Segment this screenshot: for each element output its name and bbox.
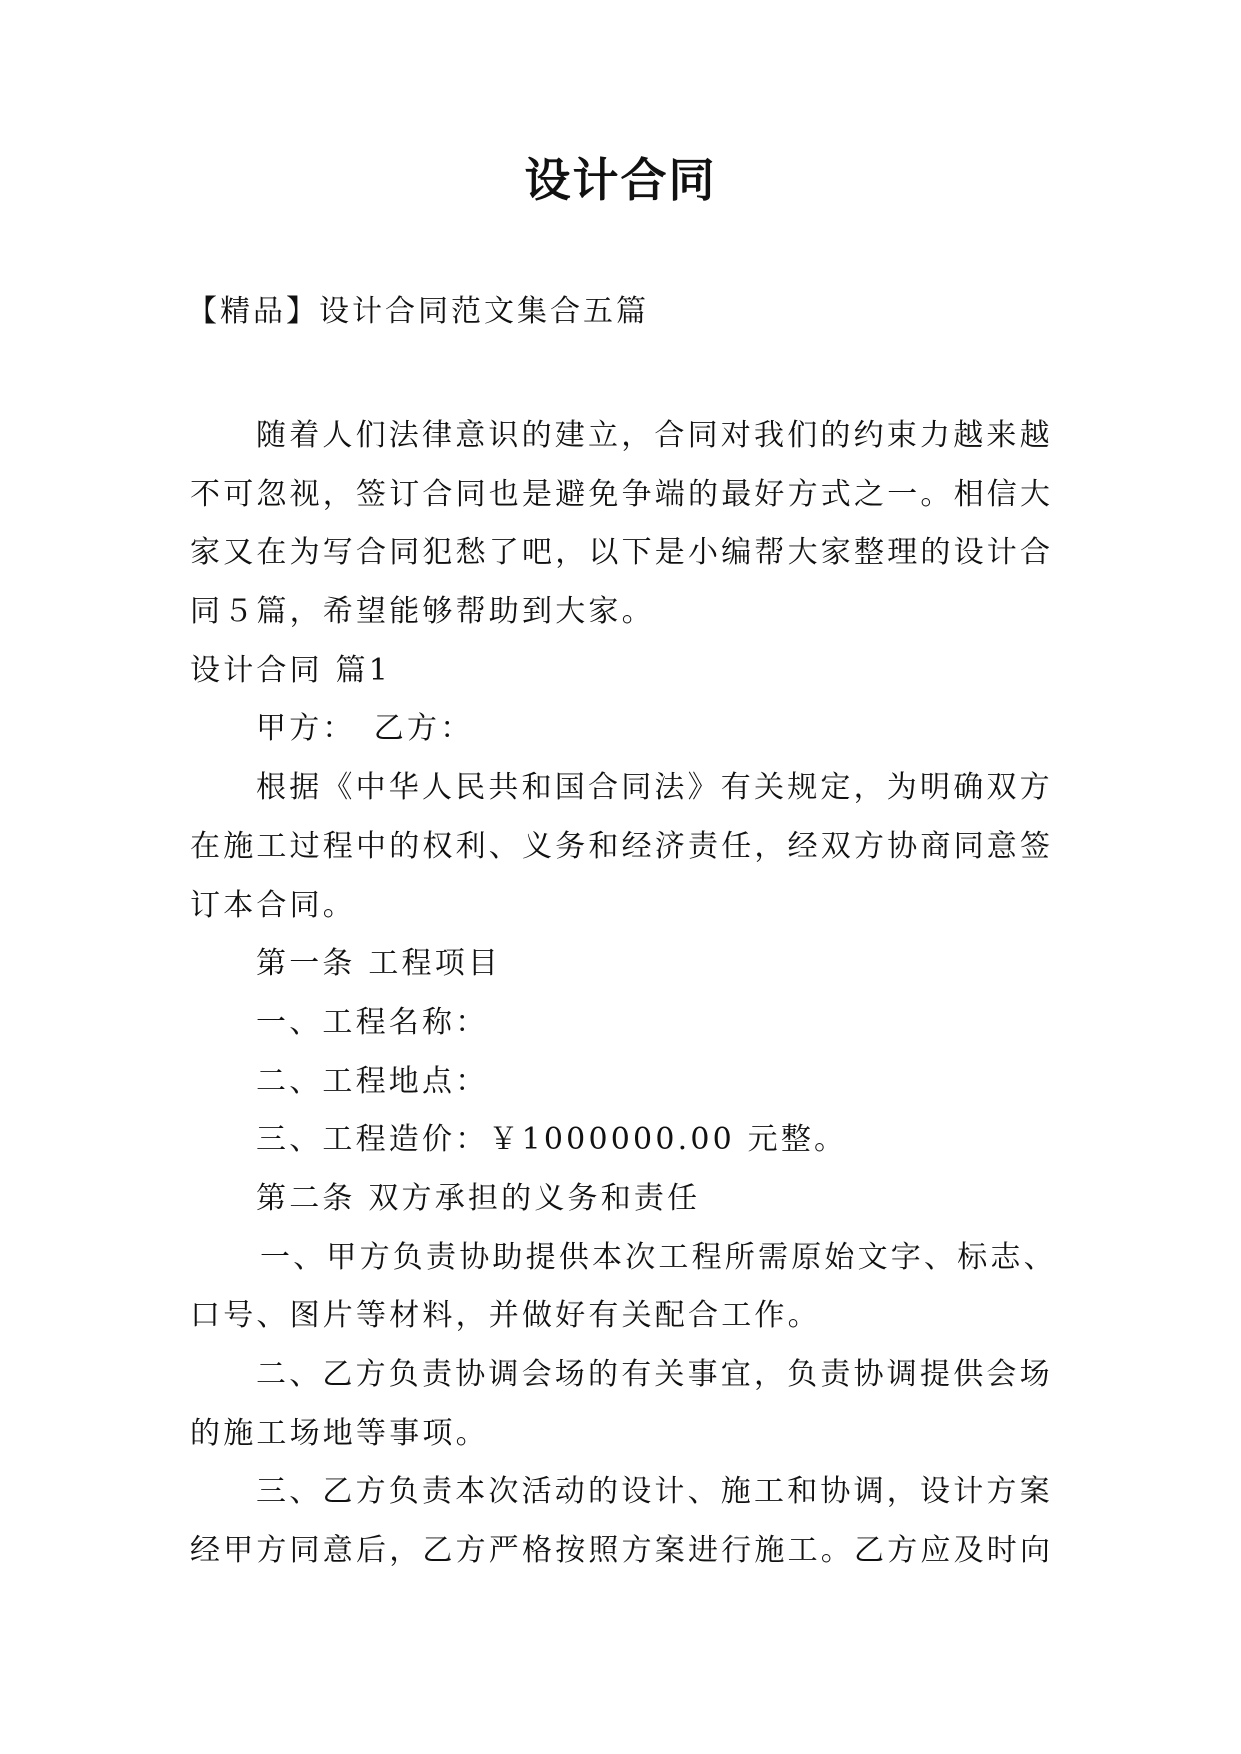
clause-line: 三、工程造价：￥1000000.00 元整。 — [256, 1122, 848, 1158]
paragraph-line: 订本合同。 — [190, 887, 356, 923]
document-body — [190, 407, 1060, 1581]
paragraph-line: 在施工过程中的权利、义务和经济责任，经双方协商同意签 — [190, 828, 1054, 864]
clause-line: 经甲方同意后，乙方严格按照方案进行施工。乙方应及时向 — [190, 1533, 1054, 1569]
article-heading: 第二条 双方承担的义务和责任 — [256, 1180, 701, 1216]
parties-line: 甲方： 乙方： — [256, 711, 474, 747]
section-heading: 设计合同 篇1 — [190, 652, 392, 688]
clause-line: 二、乙方负责协调会场的有关事宜，负责协调提供会场 — [256, 1357, 1053, 1392]
paragraph-line: 不可忽视，签订合同也是避免争端的最好方式之一。相信大 — [190, 476, 1054, 512]
paragraph-line: 同５篇，希望能够帮助到大家。 — [190, 594, 655, 630]
paragraph-line: 随着人们法律意识的建立，合同对我们的约束力越来越 — [256, 418, 1053, 453]
paragraph-line: 家又在为写合同犯愁了吧，以下是小编帮大家整理的设计合 — [190, 535, 1054, 571]
clause-line: 二、工程地点： — [256, 1063, 489, 1099]
article-heading: 第一条 工程项目 — [256, 946, 502, 982]
clause-line: 口号、图片等材料，并做好有关配合工作。 — [190, 1298, 821, 1334]
clause-line: 的施工场地等事项。 — [190, 1415, 489, 1451]
paragraph-line: 根据《中华人民共和国合同法》有关规定，为明确双方 — [256, 770, 1053, 806]
clause-line: 一、工程名称： — [256, 1004, 489, 1040]
document-title: 设计合同 — [524, 153, 717, 207]
clause-line: 一、甲方负责协助提供本次工程所需原始文字、标志、 — [260, 1239, 1057, 1275]
document-subtitle: 【精品】设计合同范文集合五篇 — [187, 294, 649, 329]
clause-line: 三、乙方负责本次活动的设计、施工和协调，设计方案 — [256, 1474, 1053, 1510]
